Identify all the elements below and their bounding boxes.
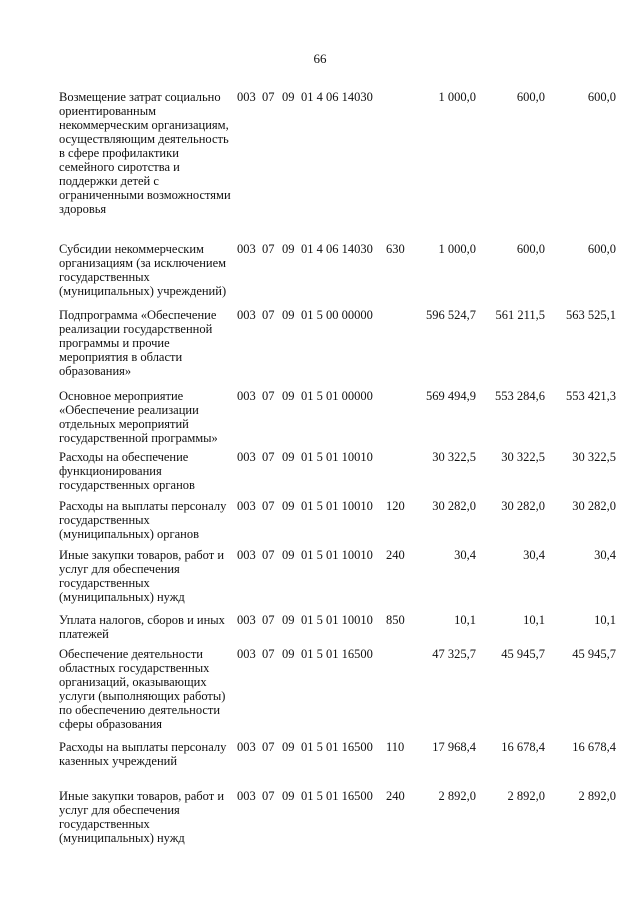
- row-target-article: 01 5 01 10010: [301, 613, 373, 627]
- page-number: 66: [313, 51, 327, 66]
- row-amount-year-1: 1 000,0: [438, 242, 476, 256]
- row-expense-type: 630: [386, 242, 405, 256]
- row-expense-type: 240: [386, 789, 405, 803]
- row-target-article: 01 5 01 16500: [301, 647, 373, 661]
- row-grbs-code: 003: [237, 90, 256, 104]
- row-amount-year-2: 600,0: [516, 90, 545, 104]
- row-amount-year-3: 2 892,0: [578, 789, 616, 803]
- row-target-article: 01 4 06 14030: [301, 242, 373, 256]
- row-amount-year-1: 10,1: [454, 613, 476, 627]
- row-target-article: 01 5 01 10010: [301, 548, 373, 562]
- row-expense-type: 120: [386, 499, 405, 513]
- row-target-article: 01 5 01 16500: [301, 789, 373, 803]
- row-section-code: 07: [262, 647, 275, 661]
- row-target-article: 01 5 00 00000: [301, 308, 373, 322]
- row-description: Иные закупки товаров, работ и услуг для обеспечения государственных (муниципальных) нужд: [59, 789, 225, 845]
- row-subsection-code: 09: [282, 308, 295, 322]
- row-subsection-code: 09: [282, 647, 295, 661]
- row-description: Расходы на выплаты персоналу казенных учреждений: [59, 740, 227, 768]
- row-amount-year-3: 553 421,3: [566, 389, 616, 403]
- row-amount-year-3: 30 322,5: [572, 450, 616, 464]
- row-expense-type: 850: [386, 613, 405, 627]
- row-description: Расходы на выплаты персоналу государственных (муниципальных) органов: [59, 499, 227, 541]
- row-description: Основное мероприятие «Обеспечение реализации отдельных мероприятий государственной программы»: [59, 389, 218, 445]
- row-amount-year-1: 47 325,7: [432, 647, 476, 661]
- row-amount-year-1: 30,4: [454, 548, 476, 562]
- row-amount-year-2: 600,0: [516, 242, 545, 256]
- row-section-code: 07: [262, 613, 275, 627]
- row-amount-year-3: 30 282,0: [572, 499, 616, 513]
- row-target-article: 01 5 01 16500: [301, 740, 373, 754]
- row-description: Уплата налогов, сборов и иных платежей: [59, 613, 225, 641]
- row-grbs-code: 003: [237, 548, 256, 562]
- row-amount-year-1: 596 524,7: [426, 308, 476, 322]
- row-grbs-code: 003: [237, 308, 256, 322]
- row-amount-year-2: 30 282,0: [501, 499, 545, 513]
- row-description: Возмещение затрат социально ориентированным некоммерческим организациям, осуществляющим деятельность в сфере профилактики семейного сиротства и поддержки детей с ограниченными возможностями здоровья: [59, 90, 231, 216]
- row-expense-type: 240: [386, 548, 405, 562]
- row-subsection-code: 09: [282, 450, 295, 464]
- row-grbs-code: 003: [237, 740, 256, 754]
- row-amount-year-2: 16 678,4: [501, 740, 545, 754]
- row-amount-year-1: 30 282,0: [432, 499, 476, 513]
- row-section-code: 07: [262, 308, 275, 322]
- row-target-article: 01 5 01 00000: [301, 389, 373, 403]
- row-section-code: 07: [262, 450, 275, 464]
- row-section-code: 07: [262, 548, 275, 562]
- row-grbs-code: 003: [237, 789, 256, 803]
- row-subsection-code: 09: [282, 389, 295, 403]
- row-section-code: 07: [262, 740, 275, 754]
- row-section-code: 07: [262, 389, 275, 403]
- row-amount-year-2: 2 892,0: [507, 789, 545, 803]
- row-grbs-code: 003: [237, 499, 256, 513]
- row-grbs-code: 003: [237, 647, 256, 661]
- row-grbs-code: 003: [237, 242, 256, 256]
- row-amount-year-2: 553 284,6: [495, 389, 545, 403]
- row-target-article: 01 5 01 10010: [301, 450, 373, 464]
- row-amount-year-2: 45 945,7: [501, 647, 545, 661]
- row-amount-year-2: 30,4: [523, 548, 545, 562]
- row-section-code: 07: [262, 499, 275, 513]
- row-subsection-code: 09: [282, 499, 295, 513]
- row-description: Подпрограмма «Обеспечение реализации государственной программы и прочие мероприятия в области образования»: [59, 308, 217, 378]
- row-amount-year-1: 1 000,0: [438, 90, 476, 104]
- row-subsection-code: 09: [282, 242, 295, 256]
- row-expense-type: 110: [386, 740, 405, 754]
- row-subsection-code: 09: [282, 613, 295, 627]
- row-subsection-code: 09: [282, 789, 295, 803]
- row-target-article: 01 5 01 10010: [301, 499, 373, 513]
- row-description: Иные закупки товаров, работ и услуг для обеспечения государственных (муниципальных) нужд: [59, 548, 225, 604]
- row-amount-year-1: 2 892,0: [438, 789, 476, 803]
- row-amount-year-3: 563 525,1: [566, 308, 616, 322]
- row-amount-year-3: 600,0: [587, 90, 616, 104]
- row-amount-year-3: 16 678,4: [572, 740, 616, 754]
- row-target-article: 01 4 06 14030: [301, 90, 373, 104]
- row-section-code: 07: [262, 90, 275, 104]
- row-amount-year-3: 600,0: [587, 242, 616, 256]
- row-amount-year-1: 30 322,5: [432, 450, 476, 464]
- row-amount-year-1: 17 968,4: [432, 740, 476, 754]
- row-subsection-code: 09: [282, 548, 295, 562]
- row-grbs-code: 003: [237, 450, 256, 464]
- row-amount-year-2: 561 211,5: [495, 308, 545, 322]
- row-amount-year-2: 30 322,5: [501, 450, 545, 464]
- row-grbs-code: 003: [237, 613, 256, 627]
- row-description: Субсидии некоммерческим организациям (за исключением государственных (муниципальных) учреждений): [59, 242, 227, 298]
- row-grbs-code: 003: [237, 389, 256, 403]
- row-amount-year-3: 45 945,7: [572, 647, 616, 661]
- row-amount-year-3: 10,1: [594, 613, 616, 627]
- row-subsection-code: 09: [282, 740, 295, 754]
- row-section-code: 07: [262, 789, 275, 803]
- row-amount-year-3: 30,4: [594, 548, 616, 562]
- row-description: Расходы на обеспечение функционирования государственных органов: [59, 450, 195, 492]
- row-description: Обеспечение деятельности областных государственных организаций, оказывающих услуги (выполняющих работы) по обеспечению деятельности сферы образования: [59, 647, 226, 731]
- row-amount-year-2: 10,1: [523, 613, 545, 627]
- row-subsection-code: 09: [282, 90, 295, 104]
- row-amount-year-1: 569 494,9: [426, 389, 476, 403]
- row-section-code: 07: [262, 242, 275, 256]
